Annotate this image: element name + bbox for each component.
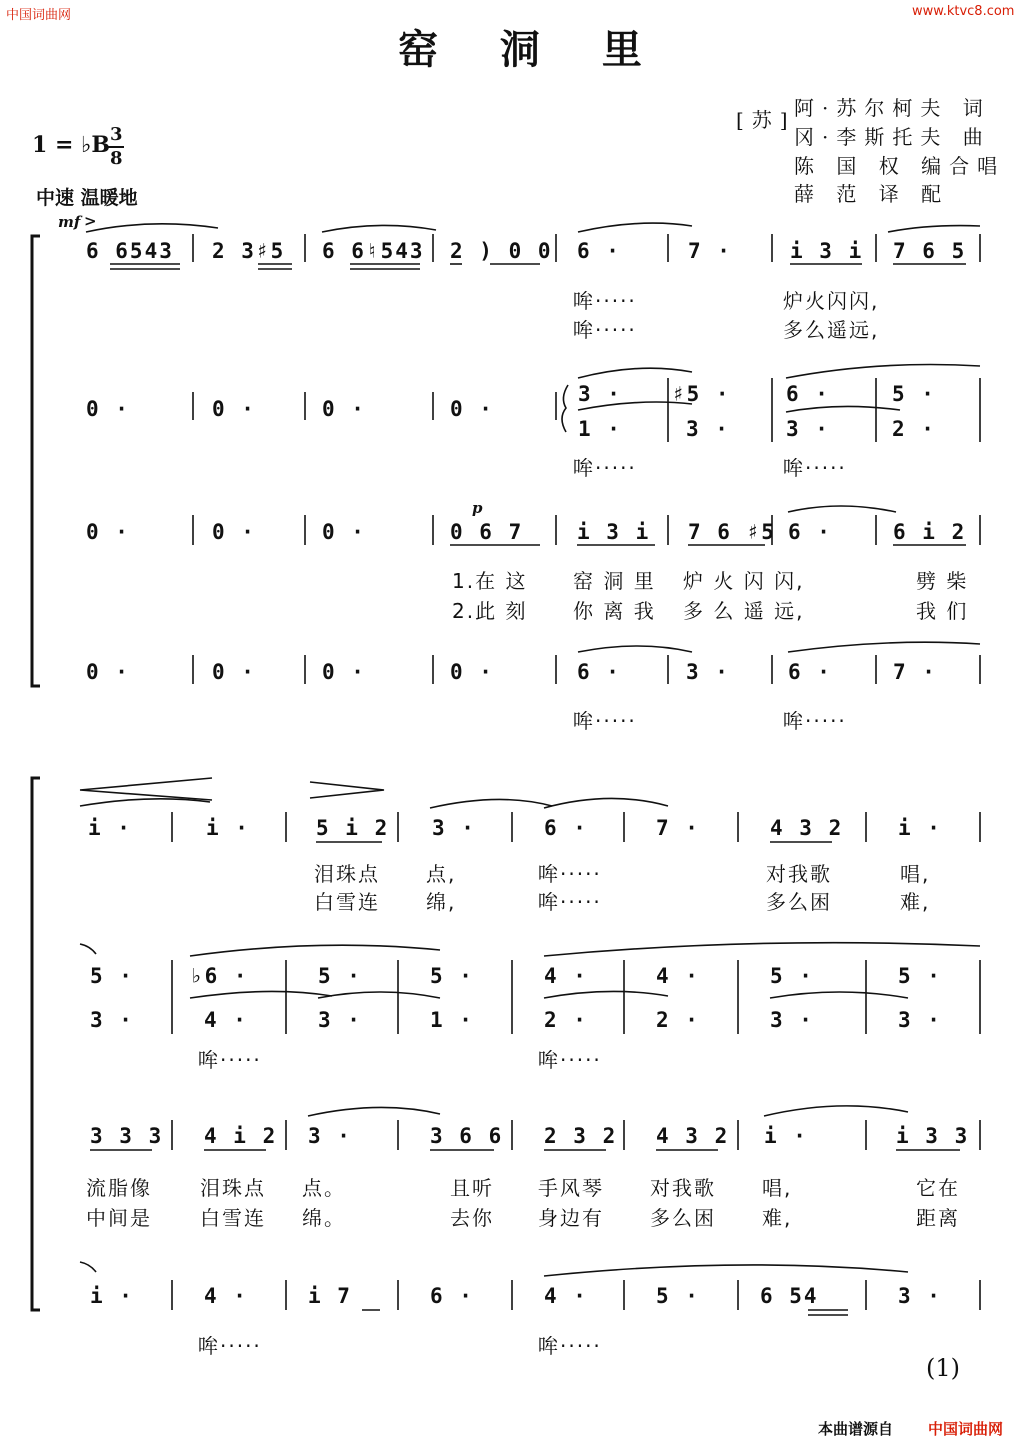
s2-v3-m1: 3 3 3 [90,1124,164,1148]
time-signature-bottom: 8 [110,148,123,169]
s1-v3-lyric2-b: 你 离 我 [573,599,656,623]
s1-v4-m2: 0 · [212,660,256,684]
tempo-marking: 中速 温暖地 [36,187,138,209]
s1-v4-m7: 6 · [788,660,832,684]
s2-v1-lyric1-d: 对我歌 [766,862,832,886]
s1-v3-lyric1-b: 窑 洞 里 [573,569,656,593]
s1-v2-m4: 0 · [450,397,494,421]
s2-v1-m3: 5 i 2 [316,816,390,840]
s1-v1-lyric2-a: 哞····· [573,318,637,342]
s1-v2-up-m7: 6 · [786,382,830,406]
s2-v3-m6: 4 3 2 [656,1124,730,1148]
s2-v2-lo-m6: 2 · [656,1008,700,1032]
s1-v4-m1: 0 · [86,660,130,684]
s1-v2-lyric-b: 哞····· [783,456,847,480]
s2-v2-up-m3: 5 · [318,964,362,988]
credit-composer: 冈·李斯托夫 曲 [794,125,991,149]
s2-v3-lyric1-a: 流脂像 [86,1176,152,1200]
dynamic-mf: mf [58,213,81,231]
s2-v1-lyric1-a: 泪珠点 [314,862,380,886]
s2-v3-lyric1-d: 且听 [450,1176,494,1200]
credit-lyricist: 阿·苏尔柯夫 词 [794,96,991,120]
s2-v2-lo-m2: 4 · [204,1008,248,1032]
s1-v4-m3: 0 · [322,660,366,684]
s2-v1-lyric2-e: 难, [900,890,931,914]
s2-v3-lyric1-e: 手风琴 [538,1176,604,1200]
s2-v1-lyric1-b: 点, [426,862,457,886]
s2-v3-lyric1-g: 唱, [762,1176,793,1200]
s2-v3-lyric2-b: 白雪连 [200,1206,266,1230]
s1-v1-m4: 2 ) 0 0 [450,239,553,263]
s1-v3-lyric2-a: 2.此 刻 [452,599,528,623]
s1-v4-lyric-a: 哞····· [573,709,637,733]
s2-v3-lyric2-h: 距离 [916,1206,960,1230]
s1-v2-up-m5: 3 · [578,382,622,406]
s2-v3-lyric2-a: 中间是 [86,1206,152,1230]
s2-v3-lyric2-d: 去你 [450,1206,494,1230]
time-signature-top: 3 [110,124,123,145]
s2-v1-lyric2-d: 多么困 [766,890,832,914]
page-number: (1) [926,1354,960,1382]
s2-v3-lyric2-c: 绵。 [302,1206,346,1230]
accent-mark: > [84,212,97,230]
s2-v3-m4: 3 6 6 [430,1124,504,1148]
s2-v2-up-m1: 5 · [90,964,134,988]
s1-v2-lo-m8: 2 · [892,417,936,441]
s2-v2-up-m4: 5 · [430,964,474,988]
s1-v2-m3: 0 · [322,397,366,421]
s2-v3-m8: i 3 3 [896,1124,970,1148]
s2-v3-m7: i · [764,1124,808,1148]
s1-v1-lyric2-b: 多么遥远, [783,318,880,342]
s2-v1-m2: i · [206,816,250,840]
s2-v2-lo-m3: 3 · [318,1008,362,1032]
s2-v2-up-m6: 4 · [656,964,700,988]
s1-v2-up-m8: 5 · [892,382,936,406]
s2-v2-lyric-b: 哞····· [538,1048,602,1072]
s1-v2-m2: 0 · [212,397,256,421]
s1-v1-m3: 6 6♮543 [322,239,425,263]
s2-v1-m6: 7 · [656,816,700,840]
s1-v2-m1: 0 · [86,397,130,421]
s1-v3-m2: 0 · [212,520,256,544]
s2-v4-m6: 5 · [656,1284,700,1308]
s1-v2-lyric-a: 哞····· [573,456,637,480]
s1-v3-m5: i 3 i [577,520,651,544]
s2-v2-lyric-a: 哞····· [198,1048,262,1072]
s1-v2-lo-m5: 1 · [578,417,622,441]
s2-v4-m8: 3 · [898,1284,942,1308]
s2-v4-lyric-a: 哞····· [198,1334,262,1358]
s1-v1-m6: 7 · [688,239,732,263]
hairpins [80,778,384,800]
s2-v1-m5: 6 · [544,816,588,840]
s1-v4-lyric-b: 哞····· [783,709,847,733]
watermark-left: 中国词曲网 [6,8,72,23]
s1-v3-lyric1-c: 炉 火 闪 闪, [683,569,805,593]
system2-barlines [172,812,980,1310]
s2-v2-lo-m1: 3 · [90,1008,134,1032]
s2-v2-lo-m4: 1 · [430,1008,474,1032]
credit-translator: 薛 范 译 配 [794,182,950,206]
s1-v1-m7: i 3 i [790,239,864,263]
s2-v1-lyric2-c: 哞····· [538,890,602,914]
s2-v1-m8: i · [898,816,942,840]
s1-v1-m1: 6 6543 [86,239,174,263]
s1-v1-lyric1-b: 炉火闪闪, [783,289,880,313]
s2-v3-lyric1-c: 点。 [302,1176,346,1200]
s2-v3-lyric1-f: 对我歌 [650,1176,716,1200]
s2-v4-lyric-b: 哞····· [538,1334,602,1358]
s2-v3-lyric1-b: 泪珠点 [200,1176,266,1200]
s2-v4-m5: 4 · [544,1284,588,1308]
s2-v1-m7: 4 3 2 [770,816,844,840]
s2-v1-lyric1-e: 唱, [900,862,931,886]
s2-v4-m1: i · [90,1284,134,1308]
s1-v3-m1: 0 · [86,520,130,544]
s1-v1-m2: 2 3♯5 [212,239,286,263]
s2-v2-up-m7: 5 · [770,964,814,988]
s2-v1-m4: 3 · [432,816,476,840]
credit-bracket: [苏] [736,108,796,132]
system1-barlines [193,234,980,684]
s1-v1-m5: 6 · [577,239,621,263]
s1-v4-m5: 6 · [577,660,621,684]
s2-v2-lo-m7: 3 · [770,1008,814,1032]
system2-bracket [32,778,40,1310]
s2-v4-m7: 6 54 [760,1284,819,1308]
s2-v2-up-m8: 5 · [898,964,942,988]
slurs [80,223,980,1276]
s1-v1-m8: 7 6 5 [893,239,967,263]
s1-v3-m7: 6 · [788,520,832,544]
s1-v4-m6: 3 · [686,660,730,684]
s1-v3-lyric1-d: 劈 柴 [916,569,969,593]
s2-v1-lyric2-a: 白雪连 [314,890,380,914]
s2-v3-m5: 2 3 2 [544,1124,618,1148]
credit-arranger: 陈 国 权 编合唱 [794,154,1006,178]
s2-v1-m1: i · [88,816,132,840]
s2-v4-m4: 6 · [430,1284,474,1308]
s1-v3-m6: 7 6 ♯5 [688,520,776,544]
s1-v3-m4: 0 6 7 [450,520,524,544]
s2-v2-lo-m8: 3 · [898,1008,942,1032]
s1-v3-lyric2-c: 多 么 遥 远, [683,599,805,623]
song-title: 窑 洞 里 [398,26,666,73]
s2-v3-m3: 3 · [308,1124,352,1148]
s1-v2-up-m6: ♯5 · [672,382,731,406]
footer-source-label: 本曲谱源自 [818,1420,894,1438]
s2-v1-lyric2-b: 绵, [426,890,457,914]
s1-v3-lyric1-a: 1.在 这 [452,569,528,593]
watermark-right: www.ktvc8.com [912,4,1015,19]
s2-v3-m2: 4 i 2 [204,1124,278,1148]
s2-v1-lyric1-c: 哞····· [538,862,602,886]
s2-v4-m2: 4 · [204,1284,248,1308]
s1-v4-m8: 7 · [893,660,937,684]
s2-v2-lo-m5: 2 · [544,1008,588,1032]
system1-bracket [32,236,40,686]
system1-divisi-brace [562,385,568,432]
s1-v2-lo-m7: 3 · [786,417,830,441]
footer-site-name: 中国词曲网 [928,1420,1004,1438]
s1-v3-lyric2-d: 我 们 [916,599,969,623]
s2-v3-lyric2-g: 难, [762,1206,793,1230]
dynamic-p: p [472,499,483,517]
s2-v3-lyric1-h: 它在 [916,1176,960,1200]
key-signature: 1 = ♭B [32,132,111,158]
s1-v4-m4: 0 · [450,660,494,684]
s1-v3-m8: 6 i 2 [893,520,967,544]
s1-v3-m3: 0 · [322,520,366,544]
beam-underlines [90,264,969,1315]
s2-v3-lyric2-f: 多么困 [650,1206,716,1230]
s2-v4-m3: i 7 [308,1284,352,1308]
s2-v2-up-m5: 4 · [544,964,588,988]
s2-v2-up-m2: ♭6 · [190,964,249,988]
s1-v1-lyric1-a: 哞····· [573,289,637,313]
s1-v2-lo-m6: 3 · [686,417,730,441]
s2-v3-lyric2-e: 身边有 [538,1206,604,1230]
